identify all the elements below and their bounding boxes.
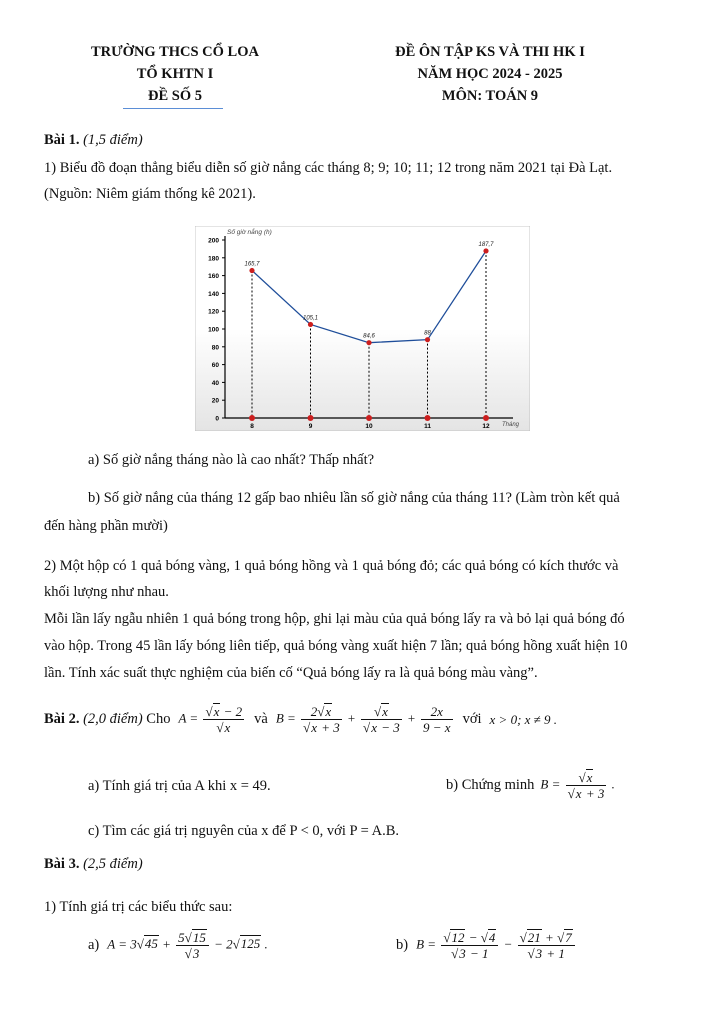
axis-point (425, 415, 431, 421)
data-label: 165,7 (244, 261, 260, 268)
expr-bai3-B: B = $\frac{√12 - √4}{√3 - 1}$ − $\frac{√21 + √7}{√3 + 1}$ (416, 930, 577, 961)
bai1-p2-line3: Mỗi lần lấy ngẫu nhiên 1 quả bóng trong hộp, ghi lại màu của quả bóng lấy ra và bỏ lại quả bóng đó (44, 611, 625, 627)
expr-bai3-A: A = 3√45 + $\frac{5√15}{√3}$ − 2√125 . (107, 930, 268, 961)
y-axis-label: Số giờ nắng (h) (227, 229, 272, 236)
bai1-p1-line1: 1) Biểu đồ đoạn thẳng biểu diễn số giờ nắng các tháng 8; 9; 10; 11; 12 trong năm 2021 tại Đà Lạt. (44, 160, 613, 176)
y-tick-label: 0 (215, 415, 219, 423)
y-tick-label: 160 (208, 273, 219, 281)
data-label: 105,1 (302, 315, 319, 322)
y-tick-label: 60 (211, 362, 219, 370)
data-label: 88 (424, 330, 431, 337)
header-underline (123, 108, 223, 109)
bai1-question-b-line1: b) Số giờ nắng của tháng 12 gấp bao nhiêu lần số giờ nắng của tháng 11? (Làm tròn kết quả (88, 490, 620, 506)
bai2-question-a: a) Tính giá trị của A khi x = 49. (88, 778, 271, 794)
y-tick-label: 180 (208, 255, 219, 263)
expr-B-simplified: B = $\frac{√x}{√x + 3}$ . (540, 770, 615, 801)
bai3-question-a (88, 930, 268, 961)
school-year: NĂM HỌC 2024 - 2025 (417, 66, 563, 82)
bai2-condition: x > 0; x ≠ 9 . (489, 711, 558, 727)
bai1-p2-line1: 2) Một hộp có 1 quả bóng vàng, 1 quả bóng hồng và 1 quả bóng đỏ; các quả bóng có kích thước và (44, 558, 619, 574)
bai1-points: (1,5 điểm) (83, 132, 143, 148)
bai1-p2-line2: khối lượng như nhau. (44, 584, 169, 600)
expr-A: A = $\frac{√x - 2}{√x}$ (178, 704, 243, 735)
y-tick-label: 80 (211, 344, 219, 352)
expr-B: B = $\frac{2√x}{√x + 3}$ + $\frac{√x}{√x - 3}$ + $\frac{2x}{9 - x}$ (275, 704, 451, 735)
bai1-question-b-line2: đến hàng phần mười) (44, 518, 168, 534)
x-tick-label: 12 (482, 423, 490, 430)
bai3-title: Bài 3. (44, 856, 80, 872)
sunshine-line-chart (195, 226, 530, 431)
bai3-heading (44, 856, 143, 873)
axis-point (249, 415, 255, 421)
bai2-question-b-text: b) Chứng minh (446, 777, 535, 793)
bai3-points: (2,5 điểm) (83, 856, 143, 872)
data-point (366, 340, 371, 345)
x-tick-label: 9 (308, 423, 313, 430)
bai2-question-c: c) Tìm các giá trị nguyên của x để P < 0, với P = A.B. (88, 823, 400, 839)
chart-frame (195, 226, 530, 431)
bai2-points: (2,0 điểm) (83, 711, 143, 727)
axis-point (308, 415, 314, 421)
bai2-cho: Cho (146, 711, 171, 727)
exam-number: ĐỀ SỐ 5 (148, 88, 202, 104)
bai1-title: Bài 1. (44, 132, 80, 148)
axis-point (366, 415, 372, 421)
school-name: TRƯỜNG THCS CỔ LOA (91, 44, 259, 60)
y-tick-label: 120 (208, 308, 219, 316)
bai1-p1-line2: (Nguồn: Niêm giám thống kê 2021). (44, 186, 256, 202)
x-axis-label: Tháng (502, 422, 520, 428)
bai1-p2-line4: vào hộp. Trong 45 lần lấy bóng liên tiếp, quả bóng vàng xuất hiện 7 lần; quả bóng hồng xuất hiện 10 (44, 638, 628, 654)
subject: MÔN: TOÁN 9 (441, 88, 539, 104)
bai2-statement (44, 704, 557, 735)
bai1-heading (44, 132, 143, 149)
bai3-a-label: a) (88, 937, 100, 953)
y-tick-label: 100 (208, 326, 219, 334)
data-label: 84,6 (363, 333, 375, 340)
data-point (425, 337, 430, 342)
y-tick-label: 140 (208, 290, 219, 298)
bai2-voi: với (462, 711, 482, 727)
department-name: TỔ KHTN I (136, 66, 214, 82)
x-tick-label: 11 (424, 423, 431, 430)
bai3-p1: 1) Tính giá trị các biểu thức sau: (44, 899, 233, 915)
bai1-question-a: a) Số giờ nắng tháng nào là cao nhất? Thấp nhất? (88, 452, 375, 468)
y-tick-label: 20 (211, 397, 219, 405)
data-point (249, 268, 254, 273)
x-tick-label: 8 (250, 423, 254, 430)
axis-point (483, 415, 489, 421)
bai2-question-b (446, 770, 615, 801)
bai1-p2-line5: lần. Tính xác suất thực nghiệm của biến cố “Quả bóng lấy ra là quả bóng màu vàng”. (44, 665, 538, 681)
data-point (483, 248, 488, 253)
bai3-question-b (396, 930, 577, 961)
y-tick-label: 40 (211, 379, 219, 387)
exam-title: ĐỀ ÔN TẬP KS VÀ THI HK I (395, 44, 585, 60)
bai3-b-label: b) (396, 937, 409, 953)
data-label: 187,7 (478, 241, 494, 248)
bai2-va: và (254, 711, 268, 727)
y-tick-label: 200 (208, 237, 219, 245)
bai2-title: Bài 2. (44, 711, 80, 727)
x-tick-label: 10 (365, 423, 373, 430)
data-point (308, 322, 313, 327)
